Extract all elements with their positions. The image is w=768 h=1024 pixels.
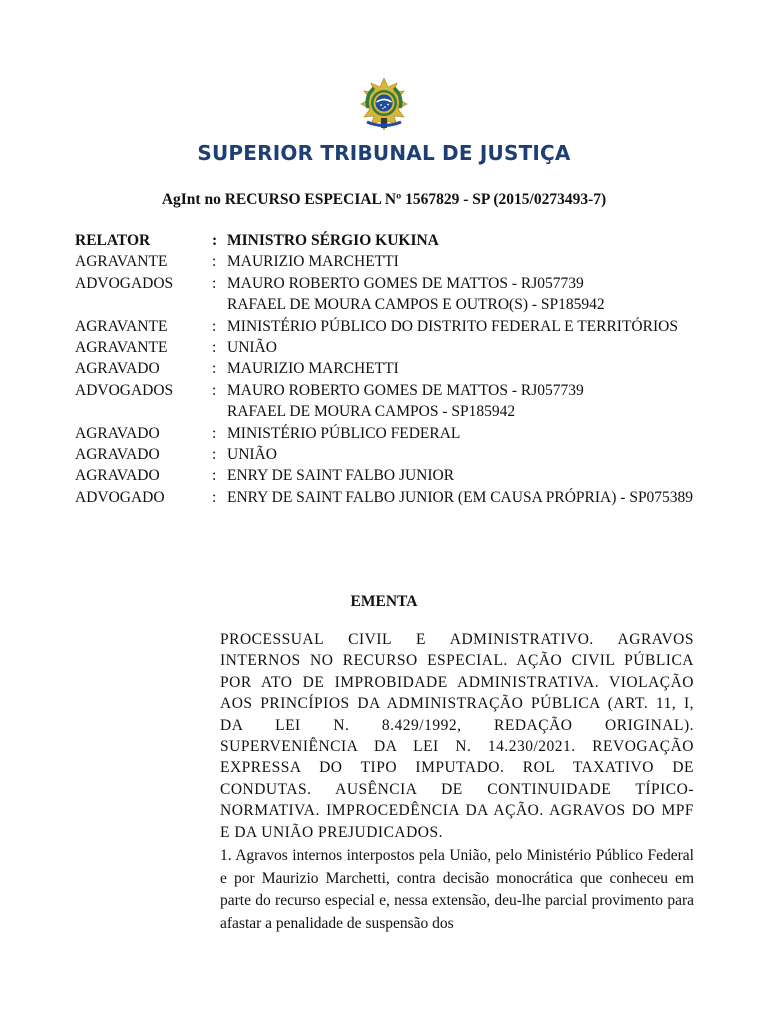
party-separator: : (212, 360, 217, 378)
party-separator: : (212, 446, 217, 464)
party-role: ADVOGADOS (75, 274, 174, 292)
party-names (227, 316, 695, 337)
party-role: AGRAVADO (75, 446, 160, 464)
party-names (227, 487, 695, 508)
case-title: AgInt no RECURSO ESPECIAL Nº 1567829 - SP (2015/0273493-7) (161, 191, 607, 208)
brazil-coat-of-arms-icon (359, 78, 409, 130)
court-name: SUPERIOR TRIBUNAL DE JUSTIÇA (197, 141, 571, 165)
party-separator: : (212, 232, 218, 249)
party-names (227, 358, 695, 379)
party-row-agravante (75, 337, 695, 358)
party-row-advogados (75, 380, 695, 423)
party-separator: : (212, 424, 217, 442)
party-role: AGRAVADO (75, 360, 160, 378)
party-row-agravante (75, 316, 695, 337)
party-separator: : (212, 317, 217, 335)
party-name: RAFAEL DE MOURA CAMPOS E OUTRO(S) - SP185942 (227, 296, 605, 314)
party-row-agravado (75, 465, 695, 486)
party-separator: : (212, 253, 217, 271)
party-name: ENRY DE SAINT FALBO JUNIOR (EM CAUSA PRÓPRIA) - SP075389 (227, 488, 694, 506)
party-role: AGRAVANTE (75, 317, 168, 335)
party-row-advogados (75, 273, 695, 316)
party-name: MINISTÉRIO PÚBLICO DO DISTRITO FEDERAL E TERRITÓRIOS (227, 317, 678, 335)
party-names (227, 337, 695, 358)
party-name: RAFAEL DE MOURA CAMPOS - SP185942 (227, 403, 516, 421)
party-role: ADVOGADOS (75, 381, 174, 399)
party-separator: : (212, 339, 217, 357)
party-name: ENRY DE SAINT FALBO JUNIOR (227, 467, 455, 485)
party-names (227, 380, 695, 423)
party-names (227, 444, 695, 465)
party-role: AGRAVADO (75, 467, 160, 485)
ementa-summary (220, 629, 694, 843)
party-row-agravado (75, 358, 695, 379)
party-names (227, 273, 695, 316)
party-row-advogado (75, 487, 695, 508)
ementa-title: EMENTA (350, 593, 418, 610)
party-name: MINISTRO SÉRGIO KUKINA (227, 232, 439, 249)
party-role: AGRAVADO (75, 424, 160, 442)
party-name: MAURO ROBERTO GOMES DE MATTOS - RJ057739 (227, 381, 584, 399)
party-name: MINISTÉRIO PÚBLICO FEDERAL (227, 424, 461, 442)
party-separator: : (212, 467, 217, 485)
ementa-summary-text: PROCESSUAL CIVIL E ADMINISTRATIVO. AGRAVOS INTERNOS NO RECURSO ESPECIAL. AÇÃO CIVIL PÚBLICA POR ATO DE IMPROBIDADE ADMINISTRATIVA. VIOLAÇÃO AOS PRINCÍPIOS DA ADMINISTRAÇÃO PÚBLICA (ART. 11, I, DA LEI N. 8.429/1992, REDAÇÃO ORIGINAL). SUPERVENIÊNCIA DA LEI N. 14.230/2021. REVOGAÇÃO EXPRESSA DO TIPO IMPUTADO. ROL TAXATIVO DE CONDUTAS. AUSÊNCIA DE CONTINUIDADE TÍPICO-NORMATIVA. IMPROCEDÊNCIA DA AÇÃO. AGRAVOS DO MPF E DA UNIÃO PREJUDICADOS. (220, 631, 694, 841)
party-names (227, 230, 695, 251)
party-role: AGRAVANTE (75, 339, 168, 357)
party-role: RELATOR (75, 232, 151, 249)
party-names (227, 465, 695, 486)
party-separator: : (212, 488, 217, 506)
party-name: UNIÃO (227, 446, 277, 464)
party-name: MAURO ROBERTO GOMES DE MATTOS - RJ057739 (227, 274, 584, 292)
party-role: AGRAVANTE (75, 253, 168, 271)
party-row-agravado (75, 423, 695, 444)
ementa-paragraph-1: 1. Agravos internos interpostos pela União, pelo Ministério Público Federal e por Maurizio Marchetti, contra decisão monocrática que conheceu em parte do recurso especial e, nessa extensão, deu-lhe parcial provimento para afastar a penalidade de suspensão dos (220, 847, 694, 932)
party-role: ADVOGADO (75, 488, 165, 506)
party-row-agravado (75, 444, 695, 465)
party-separator: : (212, 381, 217, 399)
party-separator: : (212, 274, 217, 292)
party-row-relator (75, 230, 695, 251)
party-row-agravante (75, 251, 695, 272)
party-name: MAURIZIO MARCHETTI (227, 253, 399, 271)
party-name: UNIÃO (227, 339, 277, 357)
party-names (227, 251, 695, 272)
party-names (227, 423, 695, 444)
parties-table (75, 230, 695, 508)
party-name: MAURIZIO MARCHETTI (227, 360, 399, 378)
